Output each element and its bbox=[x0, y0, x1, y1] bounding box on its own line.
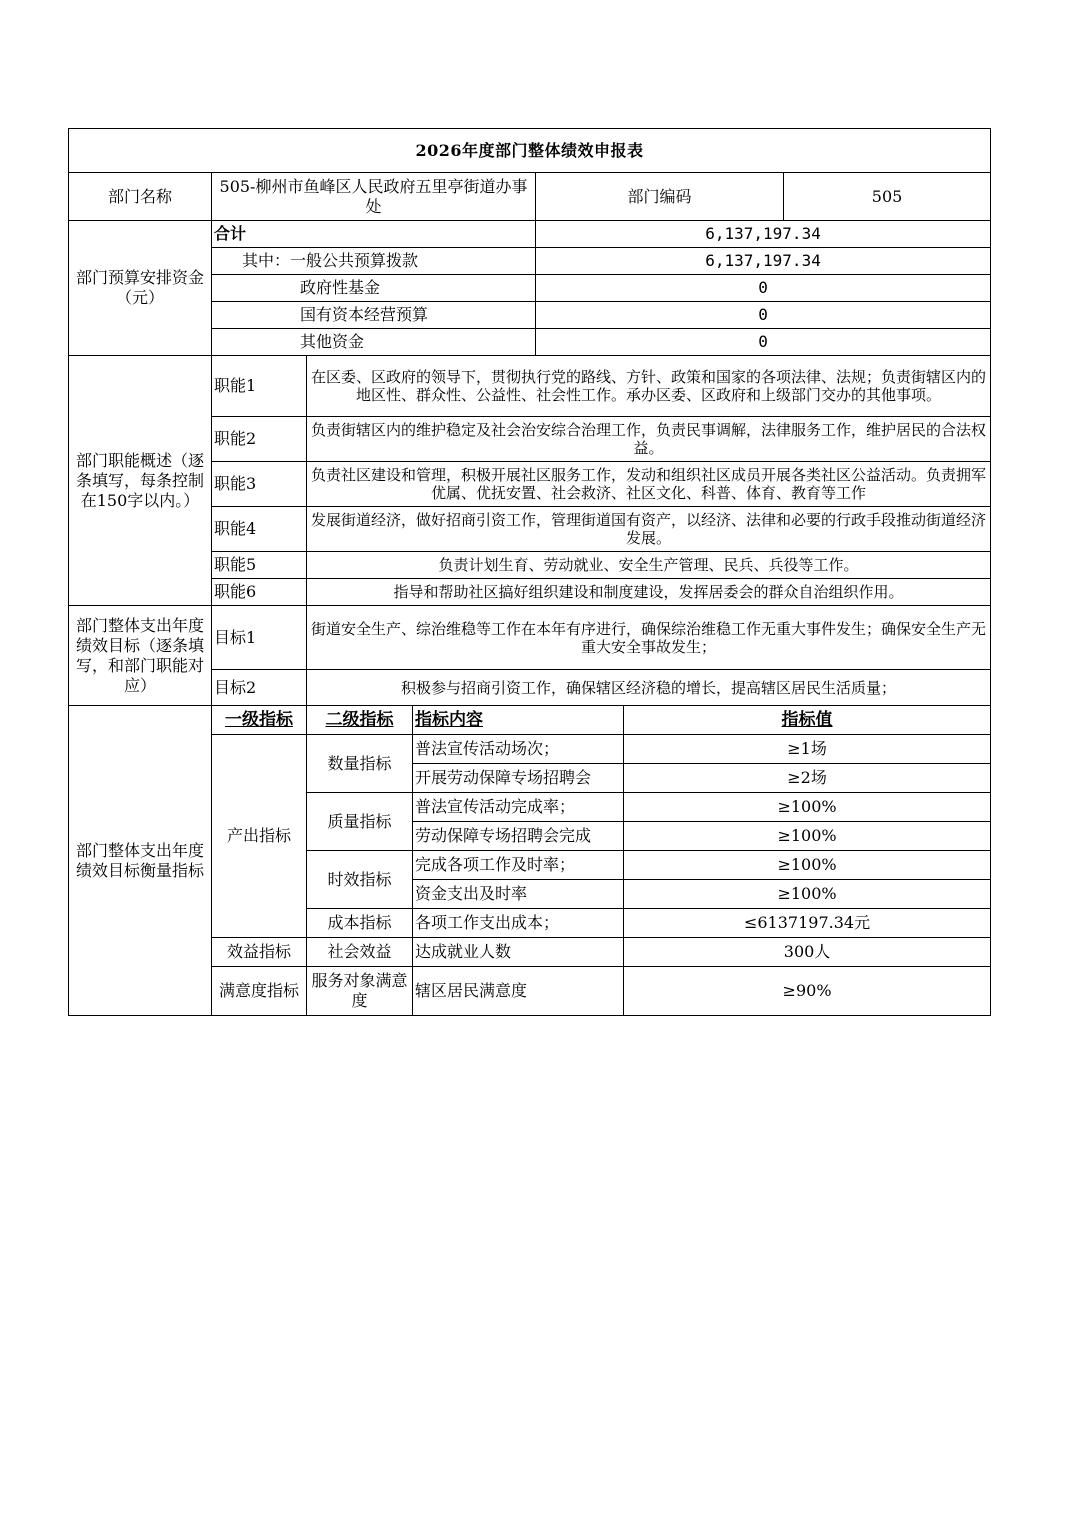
budget-fund-label: 政府性基金 bbox=[212, 275, 536, 302]
indicator-value: ≥100% bbox=[624, 822, 991, 851]
indicator-value: ≥100% bbox=[624, 880, 991, 909]
quality-indicator-label: 质量指标 bbox=[307, 793, 413, 851]
goal-1-text: 街道安全生产、综治维稳等工作在本年有序进行，确保综治维稳工作无重大事件发生；确保安全生产无重大安全事故发生； bbox=[307, 606, 991, 670]
budget-general-value: 6,137,197.34 bbox=[536, 248, 991, 275]
indicator-content: 完成各项工作及时率； bbox=[413, 851, 624, 880]
function-3-label: 职能3 bbox=[212, 462, 307, 507]
indicator-content: 劳动保障专场招聘会完成 bbox=[413, 822, 624, 851]
indicator-content: 达成就业人数 bbox=[413, 938, 624, 967]
indicator-content: 资金支出及时率 bbox=[413, 880, 624, 909]
indicator-value: 300人 bbox=[624, 938, 991, 967]
budget-label: 部门预算安排资金（元） bbox=[69, 221, 212, 356]
indicator-value: ≤6137197.34元 bbox=[624, 909, 991, 938]
dept-code-label: 部门编码 bbox=[536, 173, 784, 221]
goal-1-label: 目标1 bbox=[212, 606, 307, 670]
budget-other-value: 0 bbox=[536, 329, 991, 356]
function-1-label: 职能1 bbox=[212, 356, 307, 417]
header-level1: 一级指标 bbox=[212, 706, 307, 735]
budget-fund-value: 0 bbox=[536, 275, 991, 302]
form-title: 2026年度部门整体绩效申报表 bbox=[69, 129, 991, 173]
indicator-value: ≥100% bbox=[624, 793, 991, 822]
goal-2-text: 积极参与招商引资工作，确保辖区经济稳的增长，提高辖区居民生活质量； bbox=[307, 670, 991, 706]
indicator-content: 辖区居民满意度 bbox=[413, 967, 624, 1016]
function-2-text: 负责街辖区内的维护稳定及社会治安综合治理工作，负责民事调解，法律服务工作，维护居民的合法权益。 bbox=[307, 417, 991, 462]
goals-label: 部门整体支出年度绩效目标（逐条填写，和部门职能对应） bbox=[69, 606, 212, 706]
function-1-text: 在区委、区政府的领导下，贯彻执行党的路线、方针、政策和国家的各项法律、法规；负责街辖区内的地区性、群众性、公益性、社会性工作。承办区委、区政府和上级部门交办的其他事项。 bbox=[307, 356, 991, 417]
function-5-label: 职能5 bbox=[212, 552, 307, 579]
function-4-label: 职能4 bbox=[212, 507, 307, 552]
indicator-content: 普法宣传活动场次； bbox=[413, 735, 624, 764]
function-6-label: 职能6 bbox=[212, 579, 307, 606]
quantity-indicator-label: 数量指标 bbox=[307, 735, 413, 793]
indicator-value: ≥2场 bbox=[624, 764, 991, 793]
budget-total-value: 6,137,197.34 bbox=[536, 221, 991, 248]
service-satisfaction-label: 服务对象满意度 bbox=[307, 967, 413, 1016]
indicator-value: ≥90% bbox=[624, 967, 991, 1016]
indicator-value: ≥1场 bbox=[624, 735, 991, 764]
social-benefit-label: 社会效益 bbox=[307, 938, 413, 967]
dept-code-value: 505 bbox=[784, 173, 991, 221]
indicator-value: ≥100% bbox=[624, 851, 991, 880]
satisfaction-indicator-label: 满意度指标 bbox=[212, 967, 307, 1016]
indicators-label: 部门整体支出年度绩效目标衡量指标 bbox=[69, 706, 212, 1016]
goal-2-label: 目标2 bbox=[212, 670, 307, 706]
output-indicator-label: 产出指标 bbox=[212, 735, 307, 938]
budget-state-capital-value: 0 bbox=[536, 302, 991, 329]
functions-label: 部门职能概述（逐条填写，每条控制在150字以内。） bbox=[69, 356, 212, 606]
benefit-indicator-label: 效益指标 bbox=[212, 938, 307, 967]
timeliness-indicator-label: 时效指标 bbox=[307, 851, 413, 909]
cost-indicator-label: 成本指标 bbox=[307, 909, 413, 938]
indicator-content: 普法宣传活动完成率； bbox=[413, 793, 624, 822]
dept-name-label: 部门名称 bbox=[69, 173, 212, 221]
indicator-content: 各项工作支出成本； bbox=[413, 909, 624, 938]
header-content: 指标内容 bbox=[413, 706, 624, 735]
header-level2: 二级指标 bbox=[307, 706, 413, 735]
budget-general-label: 其中：一般公共预算拨款 bbox=[212, 248, 536, 275]
function-6-text: 指导和帮助社区搞好组织建设和制度建设，发挥居委会的群众自治组织作用。 bbox=[307, 579, 991, 606]
function-3-text: 负责社区建设和管理，积极开展社区服务工作，发动和组织社区成员开展各类社区公益活动。负责拥军优属、优抚安置、社会救济、社区文化、科普、体育、教育等工作 bbox=[307, 462, 991, 507]
indicator-content: 开展劳动保障专场招聘会 bbox=[413, 764, 624, 793]
function-5-text: 负责计划生育、劳动就业、安全生产管理、民兵、兵役等工作。 bbox=[307, 552, 991, 579]
dept-name-value: 505-柳州市鱼峰区人民政府五里亭街道办事处 bbox=[212, 173, 536, 221]
budget-total-label: 合计 bbox=[212, 221, 536, 248]
budget-other-label: 其他资金 bbox=[212, 329, 536, 356]
header-value: 指标值 bbox=[624, 706, 991, 735]
budget-state-capital-label: 国有资本经营预算 bbox=[212, 302, 536, 329]
function-4-text: 发展街道经济，做好招商引资工作，管理街道国有资产，以经济、法律和必要的行政手段推动街道经济发展。 bbox=[307, 507, 991, 552]
function-2-label: 职能2 bbox=[212, 417, 307, 462]
performance-form-table bbox=[68, 128, 991, 1016]
